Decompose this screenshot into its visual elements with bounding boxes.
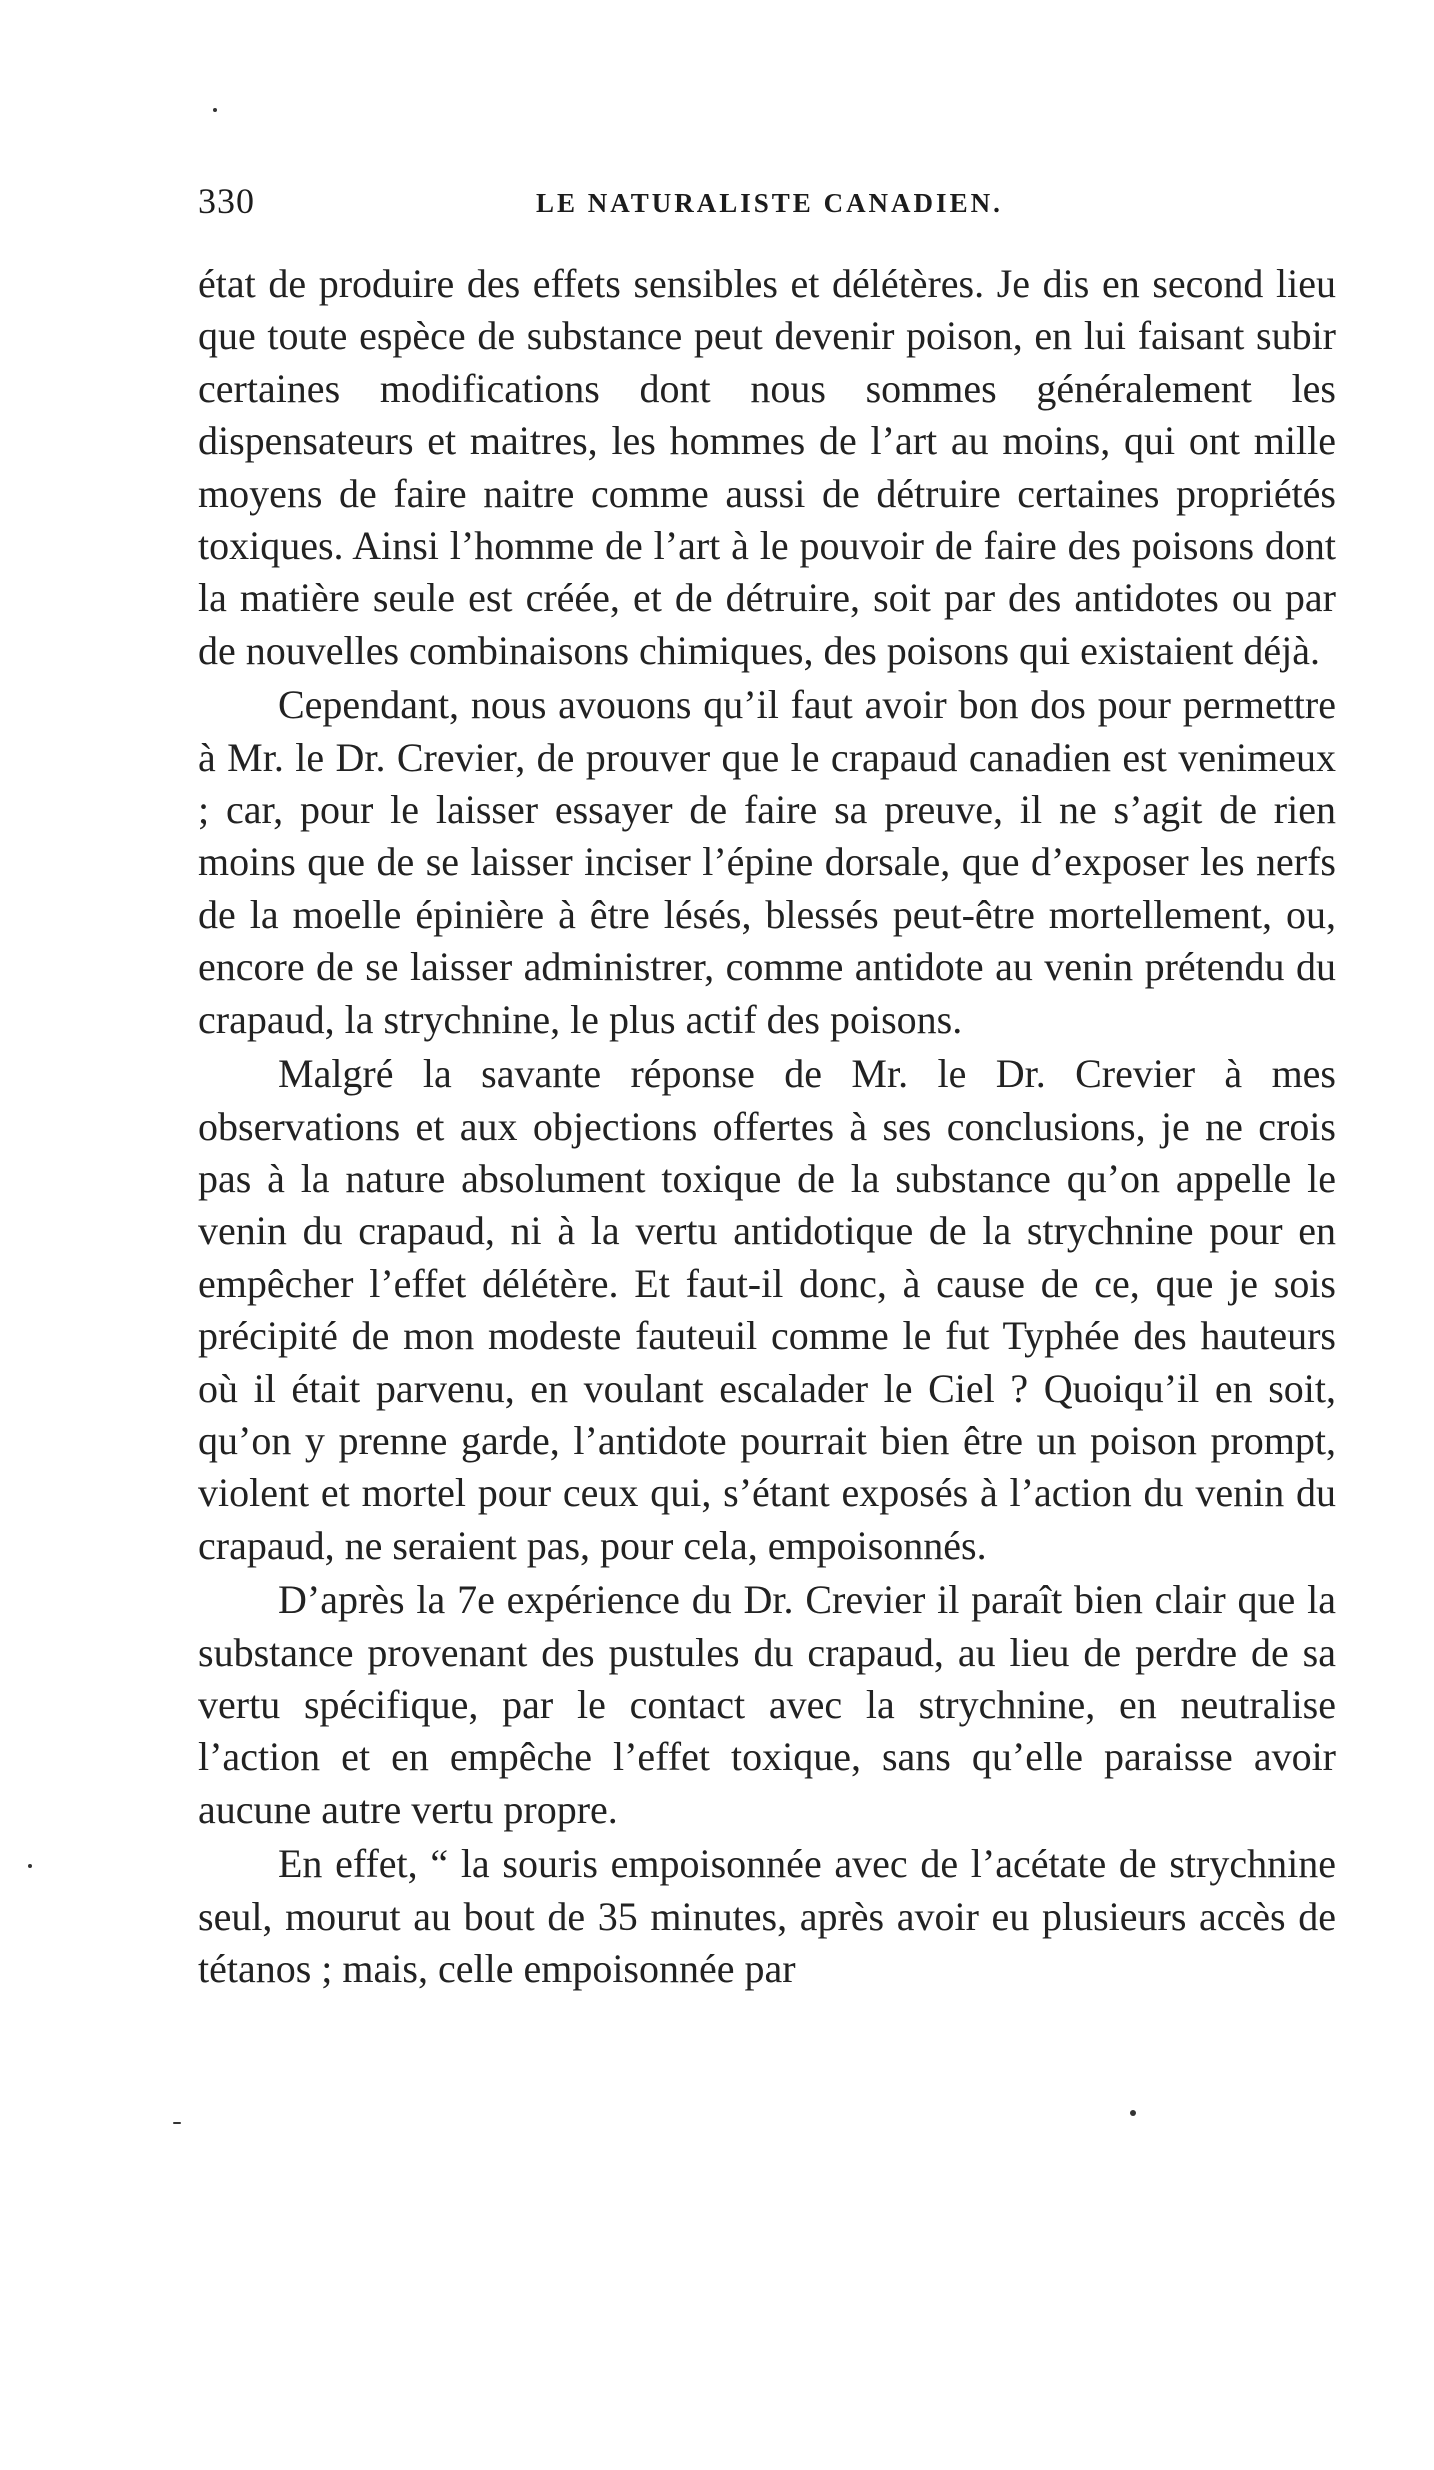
paragraph: Malgré la savante réponse de Mr. le Dr. Crevier à mes observations et aux objections offertes à ses conclusions, je ne crois pas à la nature absolument toxique de la substance qu’on appelle le venin du crapaud, ni à la vertu antidotique de la strychnine pour en empêcher l’effet délétère. Et faut-il donc, à cause de ce, que je sois précipité de mon modeste fauteuil comme le fut Typhée des hauteurs où il était parvenu, en voulant escalader le Ciel ? Quoiqu’il en soit, qu’on y prenne garde, l’antidote pourrait bien être un poison prompt, violent et mortel pour ceux qui, s’étant exposés à l’action du venin du crapaud, ne seraient pas, pour cela, empoisonnés. xyxy=(198,1051,1336,1568)
ink-speck xyxy=(173,2122,181,2124)
paragraph: état de produire des effets sensibles et délétères. Je dis en second lieu que toute espèce de substance peut devenir poison, en lui faisant subir certaines modifications dont nous sommes généralement les dispensateurs et maitres, les hommes de l’art au moins, qui ont mille moyens de faire naitre comme aussi de détruire certaines propriétés toxiques. Ainsi l’homme de l’art à le pouvoir de faire des poisons dont la matière seule est créée, et de détruire, soit par des antidotes ou par de nouvelles combinaisons chimiques, des poisons qui existaient déjà. xyxy=(198,261,1336,673)
paragraph: Cependant, nous avouons qu’il faut avoir bon dos pour permettre à Mr. le Dr. Crevier, de prouver que le crapaud canadien est venimeux ; car, pour le laisser essayer de faire sa preuve, il ne s’agit de rien moins que de se laisser inciser l’épine dorsale, que d’exposer les nerfs de la moelle épinière à être lésés, blessés peut-être mortellement, ou, encore de se laisser administrer, comme antidote au venin prétendu du crapaud, la strychnine, le plus actif des poisons. xyxy=(198,682,1336,1042)
running-head: LE NATURALISTE CANADIEN. xyxy=(536,188,1003,218)
body-text xyxy=(198,258,1336,1997)
page-header xyxy=(198,180,1336,230)
paragraph: D’après la 7e expérience du Dr. Crevier il paraît bien clair que la substance provenant des pustules du crapaud, au lieu de perdre de sa vertu spécifique, par le contact avec la strychnine, en neutralise l’action et en empêche l’effet toxique, sans qu’elle paraisse avoir aucune autre vertu propre. xyxy=(198,1577,1336,1832)
paragraph: En effet, “ la souris empoisonnée avec de l’acétate de strychnine seul, mourut au bout de 35 minutes, après avoir eu plusieurs accès de tétanos ; mais, celle empoisonnée par xyxy=(198,1841,1336,1991)
ink-speck xyxy=(213,108,217,112)
ink-speck xyxy=(28,1864,32,1868)
page-number: 330 xyxy=(198,181,255,221)
ink-speck xyxy=(1130,2110,1136,2116)
